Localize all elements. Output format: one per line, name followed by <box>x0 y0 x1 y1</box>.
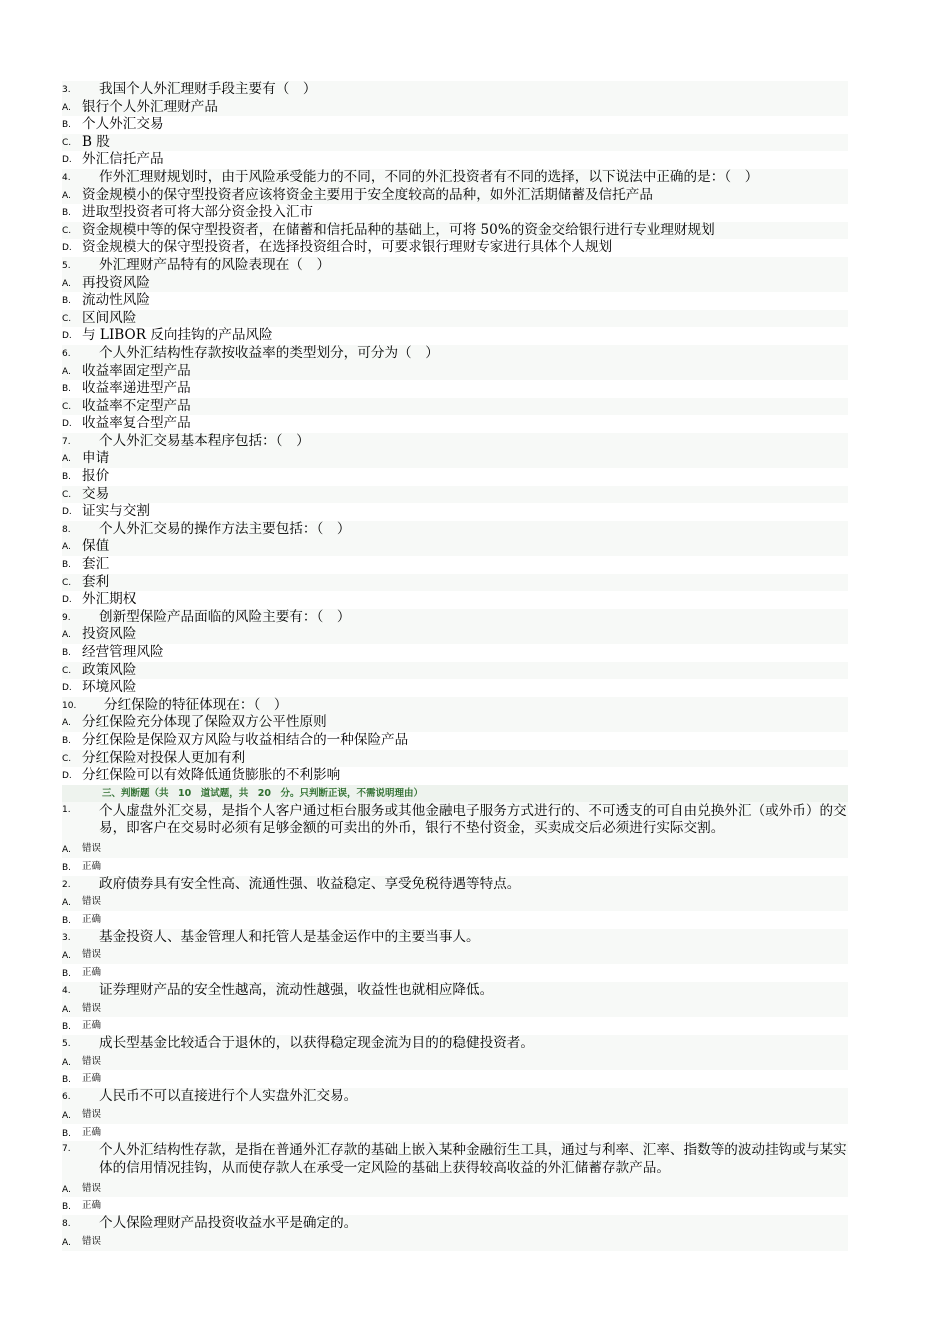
option-letter: B. <box>62 120 72 131</box>
option-letter: A. <box>62 190 71 201</box>
question-text: 个人外汇交易基本程序包括：（ ） <box>99 432 310 449</box>
option-text: 外汇期权 <box>82 591 137 608</box>
question-number: 9. <box>62 612 71 623</box>
option-letter: D. <box>62 331 72 342</box>
option-text: 流动性风险 <box>82 292 150 309</box>
answer-option[interactable] <box>62 556 848 574</box>
question-text: 个人外汇结构性存款按收益率的类型划分，可分为（ ） <box>99 344 439 361</box>
answer-option[interactable] <box>62 239 848 257</box>
section-heading <box>62 785 848 802</box>
option-letter: A. <box>62 630 71 641</box>
answer-option[interactable] <box>62 151 848 169</box>
exam-document <box>62 81 848 1251</box>
question-number: 8. <box>62 524 71 535</box>
option-letter: C. <box>62 313 72 324</box>
option-text: 银行个人外汇理财产品 <box>82 98 218 115</box>
answer-option[interactable] <box>62 327 848 345</box>
question-stem <box>62 876 848 894</box>
answer-option[interactable] <box>62 310 848 328</box>
answer-option[interactable] <box>62 116 848 134</box>
option-letter: A. <box>62 718 71 729</box>
option-text: 错误 <box>82 896 102 908</box>
option-text: 进取型投资者可将大部分资金投入汇市 <box>82 204 314 221</box>
question-stem <box>62 982 848 1000</box>
option-letter: B. <box>62 969 72 980</box>
answer-option[interactable] <box>62 1000 848 1018</box>
option-text: 与 LIBOR 反向挂钩的产品风险 <box>82 327 273 344</box>
question-text: 个人虚盘外汇交易，是指个人客户通过柜台服务或其他金融电子服务方式进行的、不可透支的可自由兑换外汇（或外币）的交易，即客户在交易时必须有足够金额的可卖出的外币，银行不垫付资金，买卖成交后必须进行实际交割。 <box>99 802 847 837</box>
answer-option[interactable] <box>62 840 848 858</box>
option-letter: A. <box>62 844 71 855</box>
question-text: 作外汇理财规划时，由于风险承受能力的不同，不同的外汇投资者有不同的选择，以下说法中正确的是：（ ） <box>99 168 759 185</box>
answer-option[interactable] <box>62 1233 848 1251</box>
question-number: 4. <box>62 172 71 183</box>
question-number: 1. <box>62 804 71 815</box>
answer-option[interactable] <box>62 187 848 205</box>
option-letter: D. <box>62 595 72 606</box>
question-stem <box>62 521 848 539</box>
answer-option[interactable] <box>62 99 848 117</box>
question-stem <box>62 81 848 99</box>
option-text: 错误 <box>82 1235 102 1247</box>
option-text: 申请 <box>82 450 110 467</box>
question-stem <box>62 345 848 363</box>
option-text: 收益率复合型产品 <box>82 415 191 432</box>
option-letter: A. <box>62 1057 71 1068</box>
answer-option[interactable] <box>62 574 848 592</box>
option-letter: B. <box>62 1022 72 1033</box>
option-letter: A. <box>62 278 71 289</box>
question-stem <box>62 1141 848 1179</box>
question-text: 创新型保险产品面临的风险主要有：（ ） <box>99 608 351 625</box>
option-letter: D. <box>62 155 72 166</box>
option-text: 证实与交割 <box>82 503 150 520</box>
question-number: 6. <box>62 348 71 359</box>
option-letter: B. <box>62 648 72 658</box>
answer-option[interactable] <box>62 644 848 662</box>
section-title: 三、判断题（共 10 道试题，共 20 分。只判断正误，不需说明理由） <box>102 787 423 799</box>
question-stem <box>62 929 848 947</box>
question-text: 成长型基金比较适合于退休的，以获得稳定现金流为目的的稳健投资者。 <box>99 1035 534 1052</box>
question-number: 8. <box>62 1219 71 1230</box>
option-text: 报价 <box>82 468 110 485</box>
option-letter: C. <box>62 225 72 236</box>
option-text: 投资风险 <box>82 626 137 643</box>
answer-option[interactable] <box>62 946 848 964</box>
option-text: 保值 <box>82 538 110 555</box>
option-letter: B. <box>62 296 72 307</box>
answer-option[interactable] <box>62 275 848 293</box>
question-number: 3. <box>62 85 71 95</box>
answer-option[interactable] <box>62 204 848 222</box>
option-letter: A. <box>62 898 71 909</box>
question-text: 我国个人外汇理财手段主要有（ ） <box>99 81 317 97</box>
question-text: 分红保险的特征体现在：（ ） <box>104 696 288 713</box>
answer-option[interactable] <box>62 1180 848 1198</box>
option-letter: B. <box>62 1202 72 1213</box>
option-letter: D. <box>62 419 72 430</box>
question-number: 7. <box>62 436 71 447</box>
option-letter: A. <box>62 542 71 553</box>
option-letter: C. <box>62 137 72 148</box>
answer-option[interactable] <box>62 964 848 982</box>
option-text: 套利 <box>82 573 110 590</box>
option-letter: B. <box>62 1075 72 1086</box>
option-letter: A. <box>62 1004 71 1015</box>
option-text: 错误 <box>82 1182 102 1194</box>
option-letter: D. <box>62 771 72 782</box>
option-text: 正确 <box>82 860 102 872</box>
option-letter: C. <box>62 577 72 588</box>
question-stem <box>62 609 848 627</box>
option-letter: B. <box>62 560 72 571</box>
question-stem <box>62 1035 848 1053</box>
option-text: 错误 <box>82 1108 102 1120</box>
answer-option[interactable] <box>62 626 848 644</box>
option-text: B 股 <box>82 133 110 150</box>
question-number: 7. <box>62 1144 71 1155</box>
option-letter: B. <box>62 472 72 483</box>
option-letter: B. <box>62 1128 72 1139</box>
answer-option[interactable] <box>62 714 848 732</box>
option-text: 收益率递进型产品 <box>82 380 191 397</box>
question-number: 5. <box>62 1039 71 1050</box>
question-number: 3. <box>62 932 71 943</box>
option-text: 区间风险 <box>82 309 137 326</box>
question-text: 证券理财产品的安全性越高，流动性越强，收益性也就相应降低。 <box>99 981 494 998</box>
option-letter: A. <box>62 1110 71 1121</box>
answer-option[interactable] <box>62 538 848 556</box>
answer-option[interactable] <box>62 363 848 381</box>
answer-option[interactable] <box>62 468 848 486</box>
option-text: 个人外汇交易 <box>82 116 164 133</box>
question-number: 2. <box>62 879 71 890</box>
option-letter: A. <box>62 366 71 377</box>
question-stem <box>62 1088 848 1106</box>
answer-option[interactable] <box>62 1070 848 1088</box>
option-letter: C. <box>62 489 72 500</box>
option-letter: C. <box>62 665 72 676</box>
option-letter: C. <box>62 401 72 412</box>
option-text: 分红保险是保险双方风险与收益相结合的一种保险产品 <box>82 731 409 748</box>
answer-option[interactable] <box>62 1106 848 1124</box>
option-letter: A. <box>62 1237 71 1248</box>
option-text: 正确 <box>82 1073 102 1085</box>
question-text: 政府债券具有安全性高、流通性强、收益稳定、享受免税待遇等特点。 <box>99 875 521 892</box>
option-text: 正确 <box>82 1126 102 1138</box>
answer-option[interactable] <box>62 1197 848 1215</box>
answer-option[interactable] <box>62 415 848 433</box>
option-text: 资金规模小的保守型投资者应该将资金主要用于安全度较高的品种，如外汇活期储蓄及信托产品 <box>82 186 653 203</box>
answer-option[interactable] <box>62 591 848 609</box>
option-text: 正确 <box>82 1200 102 1212</box>
option-letter: B. <box>62 208 72 219</box>
option-letter: B. <box>62 384 72 395</box>
answer-option[interactable] <box>62 134 848 152</box>
answer-option[interactable] <box>62 398 848 416</box>
answer-option[interactable] <box>62 732 848 750</box>
question-text: 个人外汇交易的操作方法主要包括：（ ） <box>99 520 351 537</box>
answer-option[interactable] <box>62 911 848 929</box>
question-text: 个人保险理财产品投资收益水平是确定的。 <box>99 1215 358 1232</box>
question-text: 个人外汇结构性存款，是指在普通外汇存款的基础上嵌入某种金融衍生工具，通过与利率、汇率、指数等的波动挂钩或与某实体的信用情况挂钩，从而使存款人在承受一定风险的基础上获得较高收益的外汇储蓄存款产品。 <box>99 1142 847 1177</box>
option-letter: A. <box>62 454 71 465</box>
answer-option[interactable] <box>62 503 848 521</box>
option-text: 收益率不定型产品 <box>82 397 191 414</box>
option-text: 再投资风险 <box>82 274 150 291</box>
answer-option[interactable] <box>62 750 848 768</box>
option-letter: A. <box>62 102 71 113</box>
answer-option[interactable] <box>62 222 848 240</box>
option-text: 正确 <box>82 967 102 979</box>
option-text: 经营管理风险 <box>82 644 164 660</box>
option-text: 错误 <box>82 1002 102 1014</box>
answer-option[interactable] <box>62 893 848 911</box>
option-text: 收益率固定型产品 <box>82 362 191 379</box>
answer-option[interactable] <box>62 767 848 785</box>
option-text: 正确 <box>82 1020 102 1032</box>
answer-option[interactable] <box>62 292 848 310</box>
option-text: 外汇信托产品 <box>82 151 164 168</box>
option-text: 分红保险对投保人更加有利 <box>82 749 246 766</box>
option-text: 错误 <box>82 842 102 854</box>
question-stem <box>62 1215 848 1233</box>
option-letter: D. <box>62 243 72 254</box>
option-text: 错误 <box>82 1055 102 1067</box>
question-stem <box>62 433 848 451</box>
question-number: 4. <box>62 985 71 996</box>
question-number: 5. <box>62 260 71 271</box>
question-stem <box>62 697 848 715</box>
option-text: 交易 <box>82 485 110 502</box>
option-letter: B. <box>62 915 72 926</box>
option-text: 环境风险 <box>82 679 137 696</box>
answer-option[interactable] <box>62 1124 848 1142</box>
option-text: 资金规模大的保守型投资者，在选择投资组合时，可要求银行理财专家进行具体个人规划 <box>82 239 613 256</box>
option-letter: A. <box>62 951 71 962</box>
answer-option[interactable] <box>62 450 848 468</box>
answer-option[interactable] <box>62 858 848 876</box>
option-text: 套汇 <box>82 556 110 573</box>
option-text: 政策风险 <box>82 661 137 678</box>
question-stem <box>62 169 848 187</box>
answer-option[interactable] <box>62 1017 848 1035</box>
option-text: 分红保险可以有效降低通货膨胀的不利影响 <box>82 767 341 784</box>
option-letter: B. <box>62 735 72 746</box>
option-text: 错误 <box>82 949 102 961</box>
option-letter: C. <box>62 753 72 764</box>
option-text: 资金规模中等的保守型投资者，在储蓄和信托品种的基础上，可将 50%的资金交给银行进行专业理财规划 <box>82 221 715 238</box>
option-letter: D. <box>62 507 72 518</box>
question-text: 人民币不可以直接进行个人实盘外汇交易。 <box>99 1088 358 1105</box>
option-text: 正确 <box>82 913 102 925</box>
question-stem <box>62 257 848 275</box>
answer-option[interactable] <box>62 1053 848 1071</box>
question-text: 外汇理财产品特有的风险表现在（ ） <box>99 256 331 273</box>
question-stem <box>62 802 848 840</box>
question-text: 基金投资人、基金管理人和托管人是基金运作中的主要当事人。 <box>99 928 480 945</box>
answer-option[interactable] <box>62 380 848 398</box>
question-number: 6. <box>62 1092 71 1103</box>
option-letter: B. <box>62 862 72 873</box>
option-text: 分红保险充分体现了保险双方公平性原则 <box>82 714 327 731</box>
option-letter: D. <box>62 683 72 694</box>
option-letter: A. <box>62 1184 71 1195</box>
answer-option[interactable] <box>62 662 848 680</box>
answer-option[interactable] <box>62 679 848 697</box>
answer-option[interactable] <box>62 486 848 504</box>
question-number: 10. <box>62 700 77 711</box>
